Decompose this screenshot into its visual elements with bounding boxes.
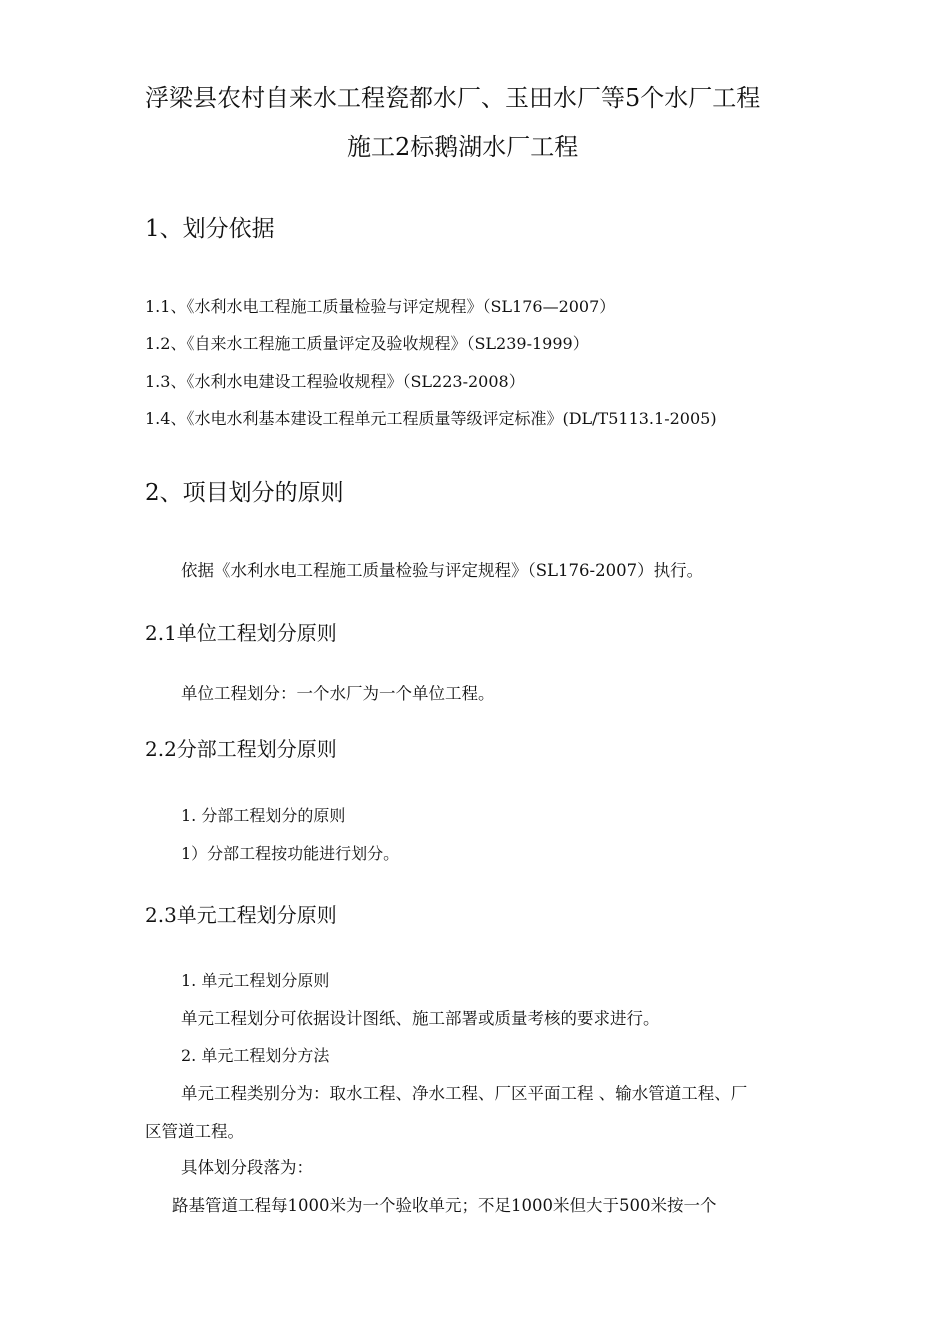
section-2-3-item-1-text: 单元工程划分可依据设计图纸、施工部署或质量考核的要求进行。 <box>181 1009 660 1028</box>
section-2-3-item-1: 1. 单元工程划分原则 <box>181 971 330 990</box>
section-2-3-item-3: 具体划分段落为： <box>181 1158 313 1177</box>
section-2-3-item-2-text-a: 单元工程类别分为：取水工程、净水工程、厂区平面工程 、输水管道工程、厂 <box>181 1084 748 1103</box>
section-1-heading: 1、划分依据 <box>145 216 275 242</box>
reference-item: 1.4、《水电水利基本建设工程单元工程质量等级评定标准》(DL/T5113.1-2005) <box>145 409 717 428</box>
reference-item: 1.2、《自来水工程施工质量评定及验收规程》（SL239-1999） <box>145 334 589 353</box>
section-2-heading: 2、项目划分的原则 <box>145 480 344 506</box>
section-2-2-item-1: 1. 分部工程划分的原则 <box>181 806 346 825</box>
reference-item: 1.1、《水利水电工程施工质量检验与评定规程》（SL176—2007） <box>145 297 616 316</box>
section-2-1-text: 单位工程划分：一个水厂为一个单位工程。 <box>181 684 495 703</box>
section-2-2-heading: 2.2分部工程划分原则 <box>145 737 337 761</box>
section-2-1-heading: 2.1单位工程划分原则 <box>145 621 337 645</box>
section-2-3-item-2-text-b: 区管道工程。 <box>145 1122 244 1141</box>
document-title-line-2: 施工2标鹅湖水厂工程 <box>347 133 579 161</box>
section-2-intro: 依据《水利水电工程施工质量检验与评定规程》（SL176-2007）执行。 <box>181 561 704 580</box>
section-2-3-heading: 2.3单元工程划分原则 <box>145 903 337 927</box>
section-2-3-item-2: 2. 单元工程划分方法 <box>181 1046 330 1065</box>
document-title-line-1: 浮梁县农村自来水工程瓷都水厂、玉田水厂等5个水厂工程 <box>145 84 761 112</box>
section-2-2-item-1-1: 1）分部工程按功能进行划分。 <box>181 844 400 863</box>
section-2-3-item-3-text: 路基管道工程每1000米为一个验收单元；不足1000米但大于500米按一个 <box>172 1196 717 1215</box>
reference-item: 1.3、《水利水电建设工程验收规程》（SL223-2008） <box>145 372 525 391</box>
